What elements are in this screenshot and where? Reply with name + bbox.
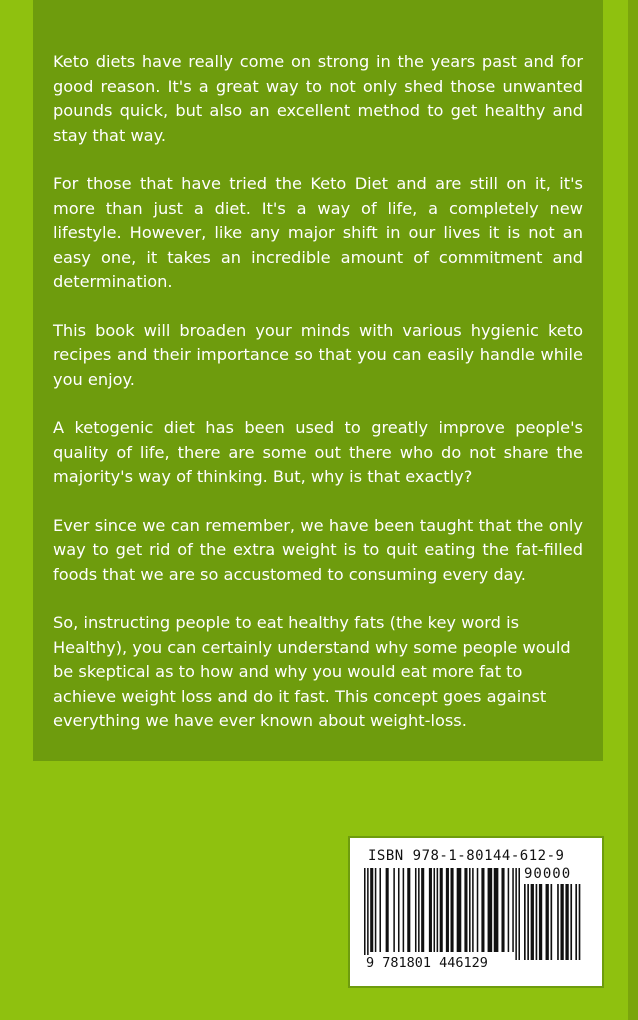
barcode-bar xyxy=(539,884,542,960)
barcode-bar xyxy=(508,868,510,952)
barcode-bar xyxy=(488,868,493,952)
barcode-bar xyxy=(557,884,559,960)
barcode-bar xyxy=(570,884,572,960)
ean13-barcode-graphic xyxy=(364,868,522,960)
barcode-bar xyxy=(477,868,479,952)
barcode-bar xyxy=(536,884,538,960)
barcode-bar xyxy=(531,884,534,960)
barcode-bar xyxy=(418,868,420,952)
barcode-bar xyxy=(524,884,526,960)
barcode-bar xyxy=(481,868,484,952)
barcode-bar xyxy=(457,868,462,952)
description-paragraph-1: Keto diets have really come on strong in the years past and for good reason. It's a great way to not only shed those unwanted pounds quick, but also an excellent method to get healthy and stay that way. xyxy=(53,52,583,145)
price-addon-barcode-graphic xyxy=(524,884,584,960)
barcode-bar xyxy=(375,868,377,952)
barcode-bar xyxy=(429,868,432,952)
barcode-bar xyxy=(472,868,474,952)
barcode-bar xyxy=(421,868,424,952)
barcode-bar xyxy=(393,868,395,952)
description-paragraph-2: For those that have tried the Keto Diet and are still on it, it's more than just a diet. It's a way of life, a completely new lifestyle. However, like any major shift in our lives it is not an easy one, it takes an incredible amount of commitment and determination. xyxy=(53,174,583,291)
barcode-bar xyxy=(515,868,517,960)
barcode-bar xyxy=(379,868,381,952)
barcode-bar xyxy=(434,868,436,952)
description-paragraph-4: A ketogenic diet has been used to greatly improve people's quality of life, there are some out there who do not share the majority's way of thinking. But, why is that exactly? xyxy=(53,418,583,486)
barcode-bar xyxy=(364,868,366,960)
back-cover-description-panel xyxy=(33,0,603,761)
barcode-bar xyxy=(501,868,504,952)
barcode-bar xyxy=(551,884,553,960)
barcode-bar xyxy=(579,884,581,960)
ean13-digits: 9 781801 446129 xyxy=(366,955,488,971)
barcode-bar xyxy=(386,868,389,952)
barcode-bar xyxy=(398,868,400,952)
barcode-bar xyxy=(560,884,563,960)
isbn-label: ISBN 978-1-80144-612-9 xyxy=(368,848,565,864)
barcode-bar xyxy=(370,868,373,952)
description-paragraph-6: So, instructing people to eat healthy fats (the key word is Healthy), you can certainly understand why some people would be skeptical as to how and why you would eat more fat to achieve weight loss and do it fast. This concept goes against everything we have ever known about weight-loss. xyxy=(53,613,571,730)
barcode-bar xyxy=(446,868,449,952)
barcode-bar xyxy=(575,884,577,960)
barcode-bar xyxy=(565,884,568,960)
barcode-bar xyxy=(518,868,520,960)
description-paragraph-5: Ever since we can remember, we have been taught that the only way to get rid of the extra weight is to quit eating the fat-filled foods that we are so accustomed to consuming every day. xyxy=(53,515,583,584)
price-addon-digits: 90000 xyxy=(524,866,572,882)
barcode-bar xyxy=(469,868,471,952)
isbn-barcode-box xyxy=(348,836,604,988)
barcode-bar xyxy=(440,868,443,952)
cover-spine-edge xyxy=(628,0,638,1020)
barcode-bar xyxy=(464,868,467,952)
barcode-bar xyxy=(451,868,454,952)
barcode-bar xyxy=(437,868,439,952)
barcode-bar xyxy=(527,884,529,960)
barcode-bar xyxy=(512,868,514,952)
barcode-bar xyxy=(415,868,417,952)
barcode-bar xyxy=(494,868,499,952)
description-paragraph-3: This book will broaden your minds with various hygienic keto recipes and their importance so that you can easily handle while you enjoy. xyxy=(53,320,583,389)
barcode-bar xyxy=(546,884,549,960)
barcode-bar xyxy=(403,868,405,952)
barcode-bar xyxy=(407,868,410,952)
barcode-bar xyxy=(367,868,369,960)
